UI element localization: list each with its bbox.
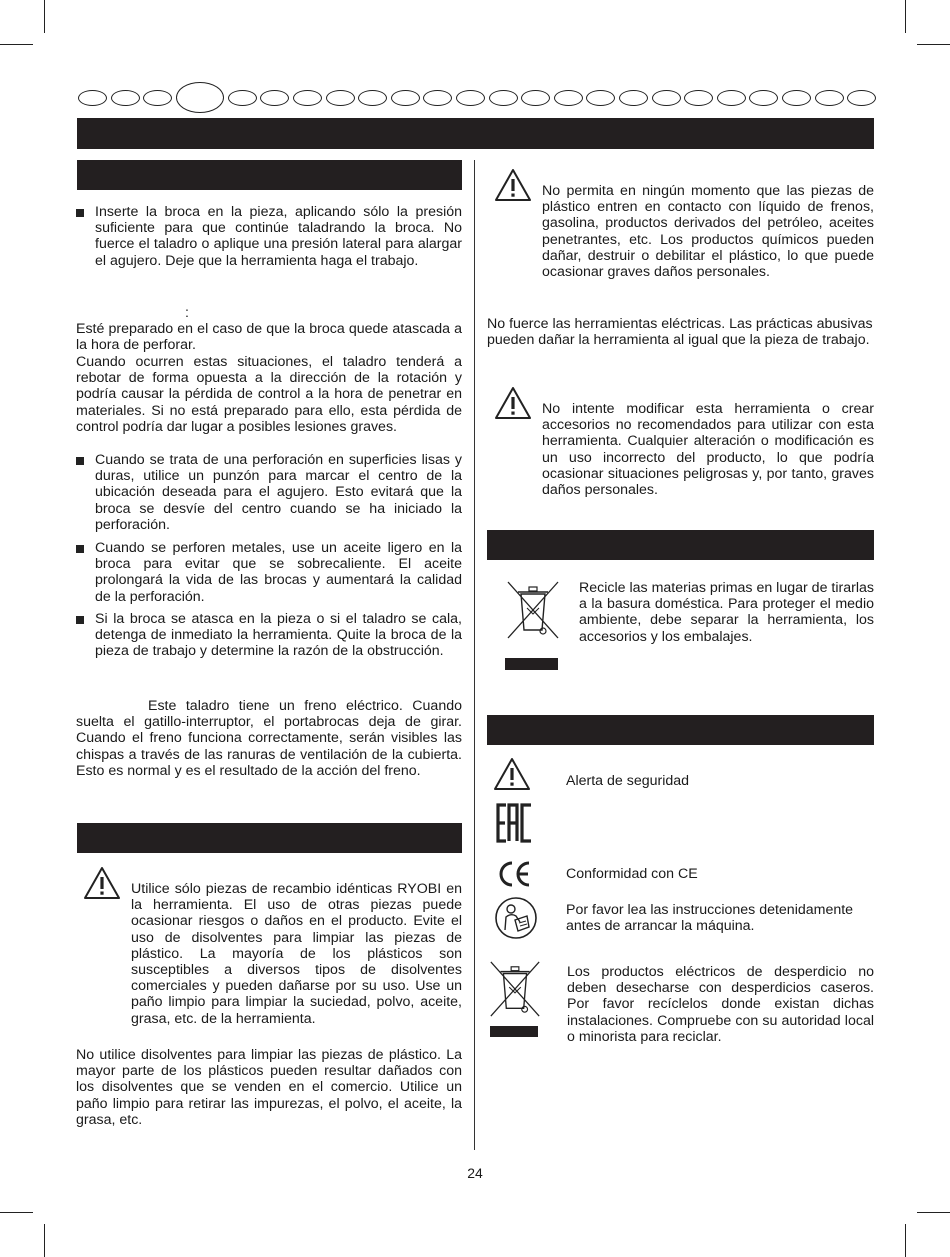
language-oval bbox=[111, 90, 140, 106]
language-oval bbox=[684, 90, 713, 106]
language-oval bbox=[619, 90, 648, 106]
modify-warning-text: No intente modificar esta herramienta o crear accesorios no recomendados para utilizar con esta herramienta. Cualquier alteración o modificación es un uso incorrecto del producto, lo que podría ocasionar situaciones peligrosas y, por tanto, graves daños personales. bbox=[542, 401, 874, 499]
plastic-warning-text: No permita en ningún momento que las piezas de plástico entren en contacto con líquido de frenos, gasolina, productos derivados del petróleo, aceites penetrantes, etc. Los productos químicos pueden dañar, destruir o debilitar el plástico, lo que puede ocasionar graves daños personales. bbox=[542, 183, 874, 281]
language-oval bbox=[489, 90, 518, 106]
language-oval bbox=[554, 90, 583, 106]
language-oval bbox=[260, 90, 289, 106]
eac-mark-icon bbox=[496, 803, 534, 843]
kickback-paragraph-1: Esté preparado en el caso de que la broca quede atascada a la hora de perforar. bbox=[76, 321, 462, 354]
ce-mark-icon bbox=[496, 859, 532, 889]
crossed-bin-icon bbox=[487, 958, 543, 1020]
bullet-drilling bbox=[76, 204, 462, 269]
language-oval bbox=[176, 82, 224, 113]
kickback-paragraph-2: Cuando ocurren estas situaciones, el taladro tenderá a rebotar de forma opuesta a la dirección de la rotación y podría causar la pérdida de control a la hora de penetrar en materiales. Si no está preparado para ello, esta pérdida de control podría dar lugar a posibles lesiones graves. bbox=[76, 354, 462, 435]
language-oval bbox=[228, 90, 257, 106]
language-oval bbox=[391, 90, 420, 106]
force-paragraph: No fuerce las herramientas eléctricas. Las prácticas abusivas pueden dañar la herramienta al igual que la pieza de trabajo. bbox=[487, 316, 873, 349]
read-manual-icon bbox=[494, 896, 538, 940]
weee-black-bar bbox=[505, 658, 558, 670]
crop-mark bbox=[44, 1224, 45, 1257]
language-oval bbox=[423, 90, 452, 106]
crossed-bin-icon bbox=[504, 578, 562, 642]
subsection-bar-maintenance bbox=[77, 823, 462, 853]
warning-triangle-icon bbox=[494, 386, 532, 420]
language-oval bbox=[815, 90, 844, 106]
page-number: 24 bbox=[467, 1165, 483, 1181]
crop-mark bbox=[0, 1212, 33, 1213]
bullet-text: Si la broca se atasca en la pieza o si el taladro se cala, detenga de inmediato la herramienta. Quite la broca de la pieza de trabajo y determine la razón de la obstrucción. bbox=[95, 611, 462, 660]
language-oval bbox=[521, 90, 550, 106]
crop-mark bbox=[905, 1224, 906, 1257]
bullet-metals bbox=[76, 540, 462, 605]
crop-mark bbox=[917, 44, 950, 45]
bullet-text: Inserte la broca en la pieza, aplicando sólo la presión suficiente para que continúe taladrando la broca. No fuerce el taladro o aplique una presión lateral para alargar el agujero. Deje que la herramienta haga el trabajo. bbox=[95, 204, 462, 269]
section-header-bar bbox=[77, 118, 874, 149]
language-oval bbox=[749, 90, 778, 106]
language-oval bbox=[652, 90, 681, 106]
crop-mark bbox=[905, 0, 906, 33]
bullet-jammed bbox=[76, 611, 462, 660]
symbol-weee-text: Los productos eléctricos de desperdicio no deben desecharse con desperdicios caseros. Por favor recíclelos donde existan dichas instalaciones. Compruebe con su autoridad local o minorista para reciclar. bbox=[567, 964, 874, 1045]
kickback-colon: : bbox=[185, 305, 189, 321]
language-oval bbox=[782, 90, 811, 106]
recycle-text: Recicle las materias primas en lugar de tirarlas a la basura doméstica. Para proteger el medio ambiente, debe separar la herramienta, los accesorios y los embalajes. bbox=[579, 580, 874, 645]
warning-triangle-icon bbox=[493, 757, 531, 791]
language-oval bbox=[717, 90, 746, 106]
language-oval bbox=[847, 90, 876, 106]
language-oval bbox=[586, 90, 615, 106]
solvent-paragraph: No utilice disolventes para limpiar las piezas de plástico. La mayor parte de los plásticos pueden resultar dañados con los disolventes que se venden en el comercio. Utilice un paño limpio para retirar las impurezas, el polvo, el aceite, la grasa, etc. bbox=[76, 1047, 462, 1128]
language-oval bbox=[326, 90, 355, 106]
language-oval bbox=[358, 90, 387, 106]
warning-triangle-icon bbox=[494, 168, 532, 202]
column-divider bbox=[474, 160, 475, 1150]
crop-mark bbox=[917, 1212, 950, 1213]
warning-triangle-icon bbox=[83, 866, 121, 900]
language-selector-ovals bbox=[78, 87, 874, 109]
subsection-bar-symbols bbox=[487, 715, 874, 745]
bullet-hard-surface bbox=[76, 452, 462, 533]
language-oval bbox=[143, 90, 172, 106]
symbol-safety-alert-text: Alerta de seguridad bbox=[566, 773, 690, 789]
subsection-bar-drilling bbox=[77, 160, 462, 190]
symbol-read-manual-text: Por favor lea las instrucciones detenidamente antes de arrancar la máquina. bbox=[566, 902, 854, 935]
language-oval bbox=[456, 90, 485, 106]
bullet-text: Cuando se perforen metales, use un aceite ligero en la broca para evitar que se sobrecaliente. El aceite prolongará la vida de las brocas y aumentará la calidad de la perforación. bbox=[95, 540, 462, 605]
bullet-text: Cuando se trata de una perforación en superficies lisas y duras, utilice un punzón para marcar el centro de la ubicación deseada para el agujero. Esto evitará que la broca se desvíe del centro cuando se ha iniciado la perforación. bbox=[95, 452, 462, 533]
symbol-ce-text: Conformidad con CE bbox=[566, 866, 698, 882]
crop-mark bbox=[0, 44, 33, 45]
maintenance-warning-text: Utilice sólo piezas de recambio idénticas RYOBI en la herramienta. El uso de otras piezas puede ocasionar riesgos o daños en el producto. Evite el uso de disolventes para limpiar las piezas de plástico. La mayoría de los plásticos son susceptibles a diversos tipos de disolventes comerciales y pueden dañarse por su uso. Use un paño limpio para limpiar la suciedad, polvo, aceite, grasa, etc. de la herramienta. bbox=[131, 881, 462, 1027]
language-oval bbox=[78, 90, 107, 106]
crop-mark bbox=[44, 0, 45, 33]
language-oval bbox=[293, 90, 322, 106]
subsection-bar-environment bbox=[487, 530, 874, 560]
weee-black-bar bbox=[490, 1026, 538, 1037]
brake-paragraph: Este taladro tiene un freno eléctrico. Cuando suelta el gatillo-interruptor, el portabrocas deja de girar. Cuando el freno funciona correctamente, serán visibles las chispas a través de las ranuras de ventilación de la cubierta. Esto es normal y es el resultado de la acción del freno. bbox=[76, 698, 462, 779]
